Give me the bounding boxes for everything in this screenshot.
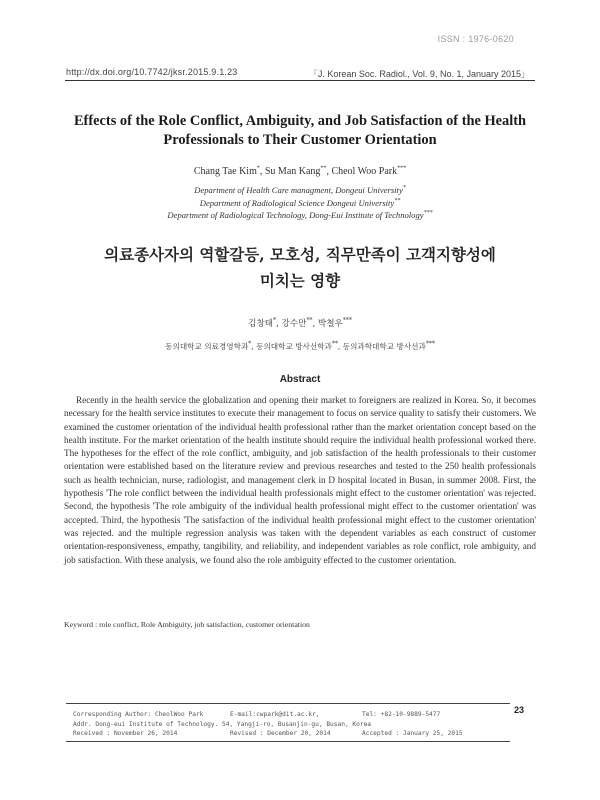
author-mark: **: [320, 165, 327, 172]
author-name: Cheol Woo Park: [331, 166, 398, 177]
issn-label: ISSN : 1976-0620: [437, 34, 514, 44]
header-divider: [65, 80, 535, 81]
korean-affiliation: 동의대학교 방사선학과: [256, 342, 332, 351]
footer-divider-top: [66, 703, 510, 704]
abstract-heading: Abstract: [279, 374, 321, 385]
affiliation-list: [60, 184, 540, 222]
doi-link[interactable]: http://dx.doi.org/10.7742/jksr.2015.9.1.23: [66, 67, 238, 77]
paper-title: Effects of the Role Conflict, Ambiguity, and Job Satisfaction of the Health Professionals to Their Customer Orientation: [73, 113, 527, 148]
author-mark: ***: [397, 165, 407, 172]
address: Addr. Dong-eui Institute of Technology. 54, Yangji-ro, Busanjin-gu, Busan, Korea: [73, 721, 372, 728]
affiliation-line: Department of Radiological Technology, Dong-Eui Institute of Technology***: [167, 210, 433, 221]
abstract-paragraph: Recently in the health service the globalization and opening their market to foreigners are realized in Korea. So, it becomes necessary for the health service institutes to execute their management to focus on service quality to satisfy their customers. We examined the customer orientation of the individual health professional rather than the market orientation concept based on the health institute. For the market orientation of the health institute should require the individual health professional worked there. The hypotheses for the effect of the role conflict, ambiguity, and job satisfaction of the health professionals to their customer orientation were established based on the literature review and previous researches and tested to the 250 health professionals such as health technician, nurse, radiologist, and management clerk in D hospital located in Busan, in summer 2008. First, the hypothesis 'The role conflict between the individual health professionals might effect to the customer orientation' was rejected. Second, the hypothesis 'The role ambiguity of the individual health professional might effect to the customer orientation' was accepted. Third, the hypothesis 'The satisfaction of the individual health professional might effect to the customer orientation' was rejected. and the multiple regression analysis was taken with the dependent variables as each construct of customer orientation-responsiveness, empathy, tangibility, and reliability, and independent variables as role conflict, role ambiguity, and job satisfaction. With these analysis, we found also the role ambiguity effected to the customer orientation.: [64, 395, 536, 565]
email[interactable]: E-mail:cwpark@dit.ac.kr,: [230, 711, 320, 718]
korean-author-list: 김창태*, 강수만**, 박철우***: [248, 317, 352, 329]
korean-author-name: 강수만: [281, 319, 307, 329]
footer-divider-bottom: [66, 741, 510, 742]
journal-citation: 「J. Korean Soc. Radiol., Vol. 9, No. 1, January 2015」: [308, 69, 530, 79]
korean-title-line: 의료종사자의 역할갈등, 모호성, 직무만족이 고객지향성에: [104, 245, 496, 264]
korean-author-name: 김창태: [248, 319, 274, 329]
accepted-date: Accepted : January 25, 2015: [362, 730, 463, 737]
abstract-body: [64, 394, 536, 567]
korean-affiliation-list: 동의대학교 의료경영학과*, 동의대학교 방사선학과**, 동의과학대학교 방사선과***: [165, 340, 435, 351]
korean-title: [60, 242, 540, 294]
page-number: 23: [514, 705, 525, 715]
corresponding-author: Corresponding Author: CheolWoo Park: [73, 711, 204, 718]
telephone: Tel: +82-10-9889-5477: [362, 711, 441, 718]
korean-title-line: 미치는 영향: [259, 271, 341, 290]
affiliation-line: Department of Radiological Science Dongeui University**: [199, 197, 401, 208]
received-date: Received : November 26, 2014: [73, 730, 178, 737]
affiliation-line: Department of Health Care managment, Dongeui University*: [194, 185, 406, 195]
korean-author-name: 박철우: [317, 319, 343, 329]
author-mark: *: [256, 165, 260, 172]
author-name: Su Man Kang: [264, 166, 321, 177]
author-name: Chang Tae Kim: [193, 166, 257, 177]
revised-date: Revised : December 20, 2014: [230, 730, 331, 737]
korean-affiliation: 동의과학대학교 방사선과: [342, 342, 426, 351]
keywords: Keyword : role conflict, Role Ambiguity, job satisfaction, customer orientation: [64, 620, 310, 629]
korean-affiliation: 동의대학교 의료경영학과: [165, 342, 249, 351]
author-list: Chang Tae Kim*, Su Man Kang**, Cheol Woo Park***: [193, 165, 407, 177]
